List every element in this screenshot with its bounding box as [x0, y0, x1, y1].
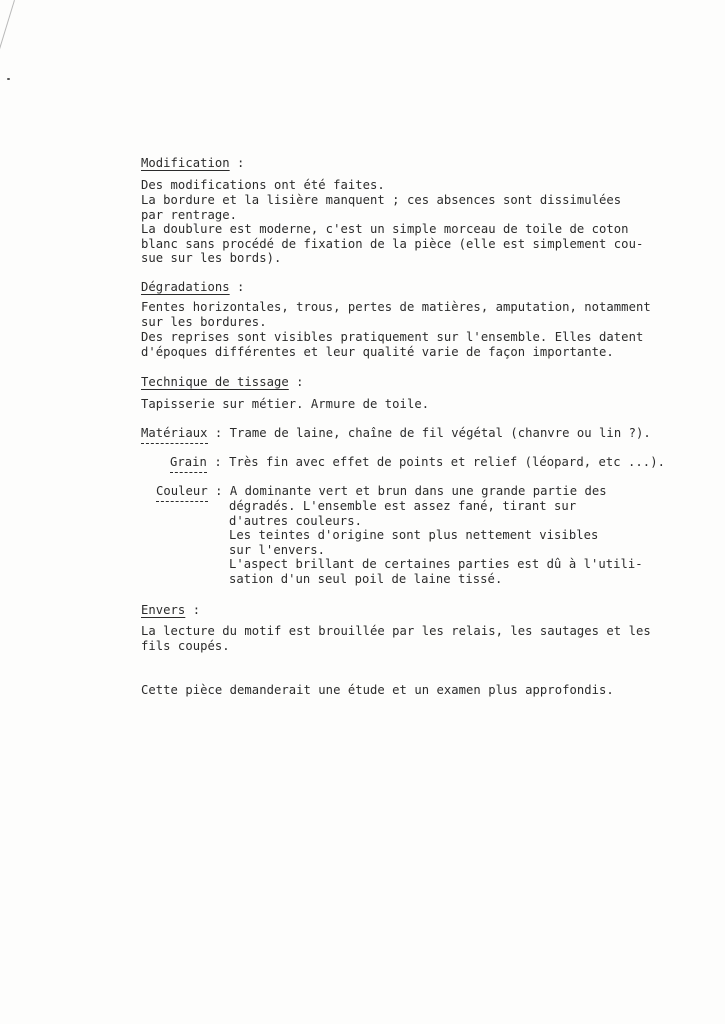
couleur-line-3: d'autres couleurs.	[229, 514, 362, 528]
grain-label: Grain	[170, 455, 207, 473]
degradations-line-4: d'époques différentes et leur qualité varie de façon importante.	[141, 345, 614, 359]
modification-line-4: La doublure est moderne, c'est un simple morceau de toile de coton	[141, 222, 629, 236]
grain-row: Grain : Très fin avec effet de points et relief (léopard, etc ...).	[170, 455, 665, 473]
couleur-line-1: A dominante vert et brun dans une grande partie des	[229, 484, 607, 498]
couleur-line-4: Les teintes d'origine sont plus nettement visibles	[229, 528, 599, 542]
envers-line-1: La lecture du motif est brouillée par les relais, les sautages et les	[141, 624, 651, 638]
modification-line-5: blanc sans procédé de fixation de la pièce (elle est simplement cou-	[141, 237, 644, 251]
technique-line-1: Tapisserie sur métier. Armure de toile.	[141, 397, 430, 411]
heading-modification: Modification :	[141, 156, 245, 170]
couleur-row: Couleur : A dominante vert et brun dans une grande partie des	[156, 484, 607, 502]
modification-line-3: par rentrage.	[141, 208, 238, 222]
modification-line-2: La bordure et la lisière manquent ; ces absences sont dissimulées	[141, 193, 622, 207]
degradations-line-1: Fentes horizontales, trous, pertes de matières, amputation, notamment	[141, 300, 651, 314]
couleur-line-7: sation d'un seul poil de laine tissé.	[229, 572, 503, 586]
couleur-line-2: dégradés. L'ensemble est assez fané, tirant sur	[229, 499, 577, 513]
heading-technique: Technique de tissage :	[141, 375, 304, 389]
conclusion-text: Cette pièce demanderait une étude et un examen plus approfondis.	[141, 683, 614, 697]
materiaux-text: Trame de laine, chaîne de fil végétal (chanvre ou lin ?).	[229, 426, 651, 440]
couleur-label: Couleur	[156, 484, 208, 502]
materiaux-label: Matériaux	[141, 426, 208, 444]
degradations-line-3: Des reprises sont visibles pratiquement sur l'ensemble. Elles datent	[141, 330, 644, 344]
couleur-line-6: L'aspect brillant de certaines parties est dû à l'utili-	[229, 557, 643, 571]
grain-text: Très fin avec effet de points et relief (léopard, etc ...).	[229, 455, 665, 469]
envers-line-2: fils coupés.	[141, 639, 230, 653]
heading-degradations: Dégradations :	[141, 280, 245, 294]
modification-line-6: sue sur les bords).	[141, 251, 282, 265]
modification-line-1: Des modifications ont été faites.	[141, 178, 385, 192]
page-fold-mark	[0, 0, 15, 75]
scan-speck	[7, 78, 10, 80]
degradations-line-2: sur les bordures.	[141, 315, 267, 329]
materiaux-row: Matériaux : Trame de laine, chaîne de fil végétal (chanvre ou lin ?).	[141, 426, 651, 444]
heading-envers: Envers :	[141, 603, 201, 617]
couleur-line-5: sur l'envers.	[229, 543, 326, 557]
